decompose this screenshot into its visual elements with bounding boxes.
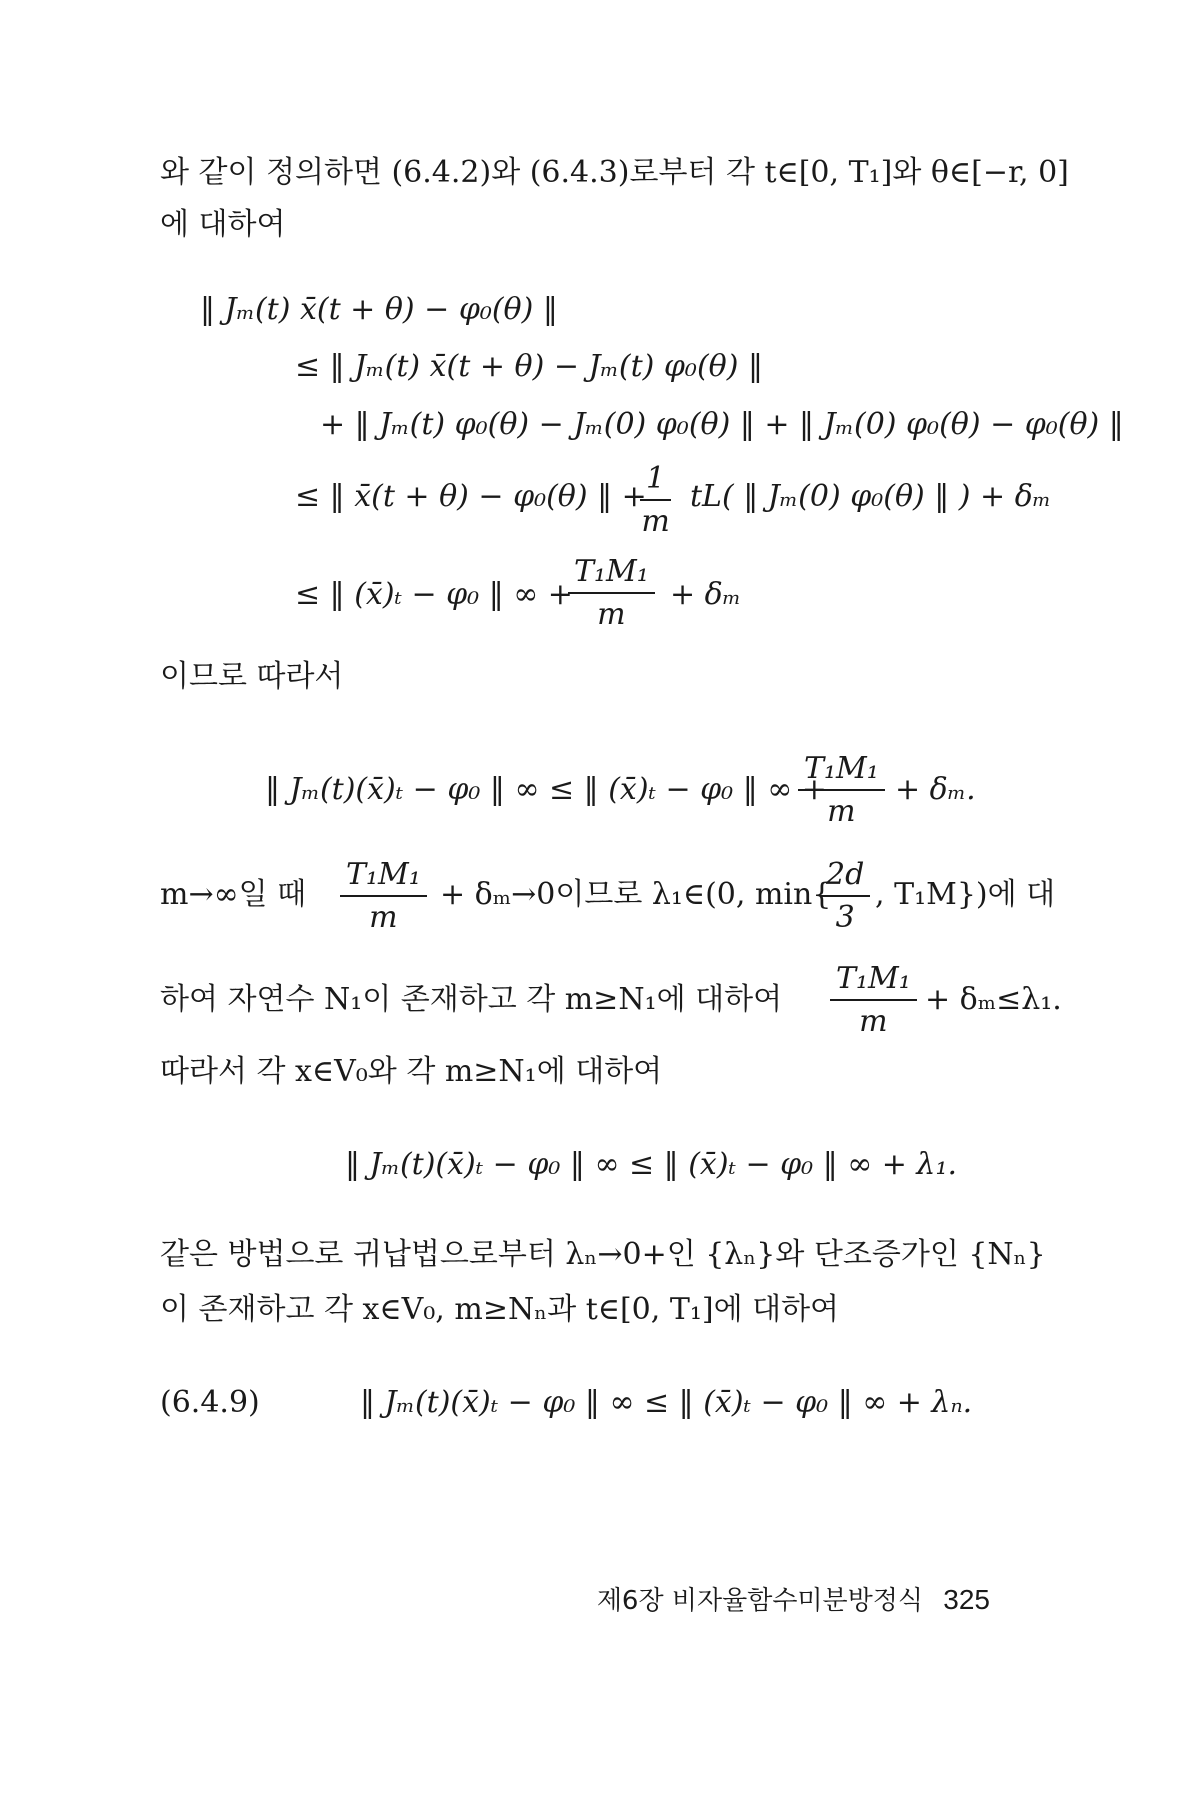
text-line: 와 같이 정의하면 (6.4.2)와 (6.4.3)로부터 각 t∈[0, T₁]와 θ∈[−r, 0] <box>160 155 1069 190</box>
fraction-denominator: m <box>369 900 398 935</box>
text-line: 이 존재하고 각 x∈V₀, m≥Nₙ과 t∈[0, T₁]에 대하여 <box>160 1292 840 1327</box>
equation-line: ‖ Jₘ(t) x̄(t + θ) − φ₀(θ) ‖ <box>200 292 558 327</box>
text-line: 같은 방법으로 귀납법으로부터 λₙ→0+인 {λₙ}와 단조증가인 {Nₙ} <box>160 1237 1046 1272</box>
chapter-title: 제6장 비자율함수미분방정식 <box>596 1586 924 1616</box>
fraction-denominator: m <box>641 504 670 539</box>
equation-number: (6.4.9) <box>160 1385 260 1420</box>
fraction-denominator: 3 <box>835 900 855 935</box>
text-line: 하여 자연수 N₁이 존재하고 각 m≥N₁에 대하여 <box>160 982 783 1017</box>
fraction-numerator: 1 <box>640 462 671 501</box>
text-line: 따라서 각 x∈V₀와 각 m≥N₁에 대하여 <box>160 1054 663 1089</box>
text-line: 이므로 따라서 <box>160 659 344 694</box>
page-number: 325 <box>943 1584 990 1615</box>
equation-line: ‖ Jₘ(t)(x̄)ₜ − φ₀ ‖ ∞ ≤ ‖ (x̄)ₜ − φ₀ ‖ ∞ + λₙ. <box>360 1385 973 1420</box>
fraction-numerator: T₁M₁ <box>830 962 917 1001</box>
fraction-numerator: T₁M₁ <box>340 858 427 897</box>
equation-line: ≤ ‖ x̄(t + θ) − φ₀(θ) ‖ + <box>295 479 647 514</box>
fraction-denominator: m <box>827 794 856 829</box>
equation-line: + δₘ <box>670 577 742 612</box>
fraction <box>798 752 885 828</box>
equation-line: ≤ ‖ Jₘ(t) x̄(t + θ) − Jₘ(t) φ₀(θ) ‖ <box>295 349 763 384</box>
fraction-denominator: m <box>597 597 626 632</box>
equation-line: ≤ ‖ (x̄)ₜ − φ₀ ‖ ∞ + <box>295 577 573 612</box>
text-line: m→∞일 때 <box>160 877 307 912</box>
fraction <box>820 858 870 934</box>
text-line: , T₁M})에 대 <box>875 877 1056 912</box>
fraction-numerator: T₁M₁ <box>798 752 885 791</box>
equation-line: tL( ‖ Jₘ(0) φ₀(θ) ‖ ) + δₘ <box>690 479 1052 514</box>
fraction-numerator: 2d <box>820 858 870 897</box>
equation-line: + ‖ Jₘ(t) φ₀(θ) − Jₘ(0) φ₀(θ) ‖ + ‖ Jₘ(0) φ₀(θ) − φ₀(θ) ‖ <box>320 407 1124 442</box>
equation-line: ‖ Jₘ(t)(x̄)ₜ − φ₀ ‖ ∞ ≤ ‖ (x̄)ₜ − φ₀ ‖ ∞ + <box>265 772 827 807</box>
text-line: + δₘ→0이므로 λ₁∈(0, min{ <box>440 877 832 912</box>
fraction <box>830 962 917 1038</box>
page-footer <box>597 1580 990 1617</box>
fraction-denominator: m <box>859 1004 888 1039</box>
fraction-numerator: T₁M₁ <box>568 555 655 594</box>
text-line: + δₘ≤λ₁. <box>925 982 1062 1017</box>
fraction <box>568 555 655 631</box>
fraction <box>640 462 671 538</box>
equation-line: ‖ Jₘ(t)(x̄)ₜ − φ₀ ‖ ∞ ≤ ‖ (x̄)ₜ − φ₀ ‖ ∞ + λ₁. <box>345 1147 958 1182</box>
text-line: 에 대하여 <box>160 207 286 242</box>
fraction <box>340 858 427 934</box>
equation-line: + δₘ. <box>895 772 976 807</box>
